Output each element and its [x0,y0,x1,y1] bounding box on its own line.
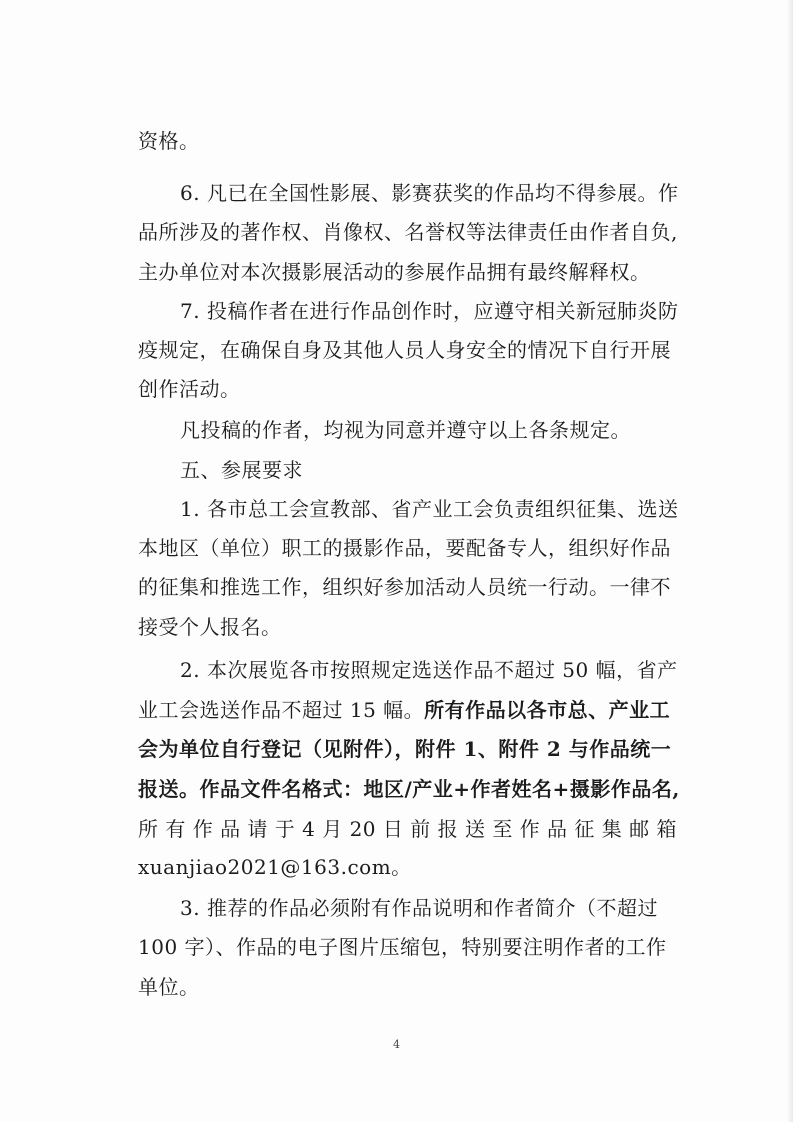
section-heading: 五、参展要求 [180,458,303,482]
text-line: 接受个人报名。 [138,615,282,639]
bold-text-line: 报送。作品文件名格式：地区/产业+作者姓名+摄影作品名, [138,777,680,801]
text-segment: 业工会选送作品不超过 15 幅。 [138,698,425,722]
text-line: 品所涉及的著作权、肖像权、名誉权等法律责任由作者自负, [138,220,678,244]
text-line: 疫规定，在确保自身及其他人员人身安全的情况下自行开展 [138,338,671,362]
text-line [138,697,670,723]
bold-text-line: 会为单位自行登记（见附件），附件 1、附件 2 与作品统一 [138,737,672,761]
text-line: 凡投稿的作者，均视为同意并遵守以上各条规定。 [180,418,631,442]
text-line: 1. 各市总工会宣教部、省产业工会负责组织征集、选送 [180,497,679,521]
bold-text-segment: 所有作品以各市总、产业工 [424,698,671,722]
text-line: 6. 凡已在全国性影展、影赛获奖的作品均不得参展。作 [180,181,679,205]
email-address: xuanjiao2021@163.com。 [138,855,412,879]
scan-edge-shadow [787,0,793,1122]
text-line: 2. 本次展览各市按照规定选送作品不超过 50 幅，省产 [180,658,678,682]
text-line: 资格。 [138,129,200,153]
text-line: 7. 投稿作者在进行作品创作时，应遵守相关新冠肺炎防 [180,299,679,323]
text-line: 本地区（单位）职工的摄影作品，要配备专人，组织好作品 [138,536,671,560]
text-line: 主办单位对本次摄影展活动的参展作品拥有最终解释权。 [138,260,651,284]
text-line: 3. 推荐的作品必须附有作品说明和作者简介（不超过 [180,896,658,920]
text-line: 所 有 作 品 请 于 4 月 20 日 前 报 送 至 作 品 征 集 邮 箱 [138,817,677,841]
text-line: 创作活动。 [138,377,241,401]
page-number: 4 [393,1038,400,1051]
text-line: 的征集和推选工作，组织好参加活动人员统一行动。一律不 [138,575,671,599]
text-line: 单位。 [138,975,200,999]
text-line: 100 字）、作品的电子图片压缩包，特别要注明作者的工作 [138,935,667,959]
